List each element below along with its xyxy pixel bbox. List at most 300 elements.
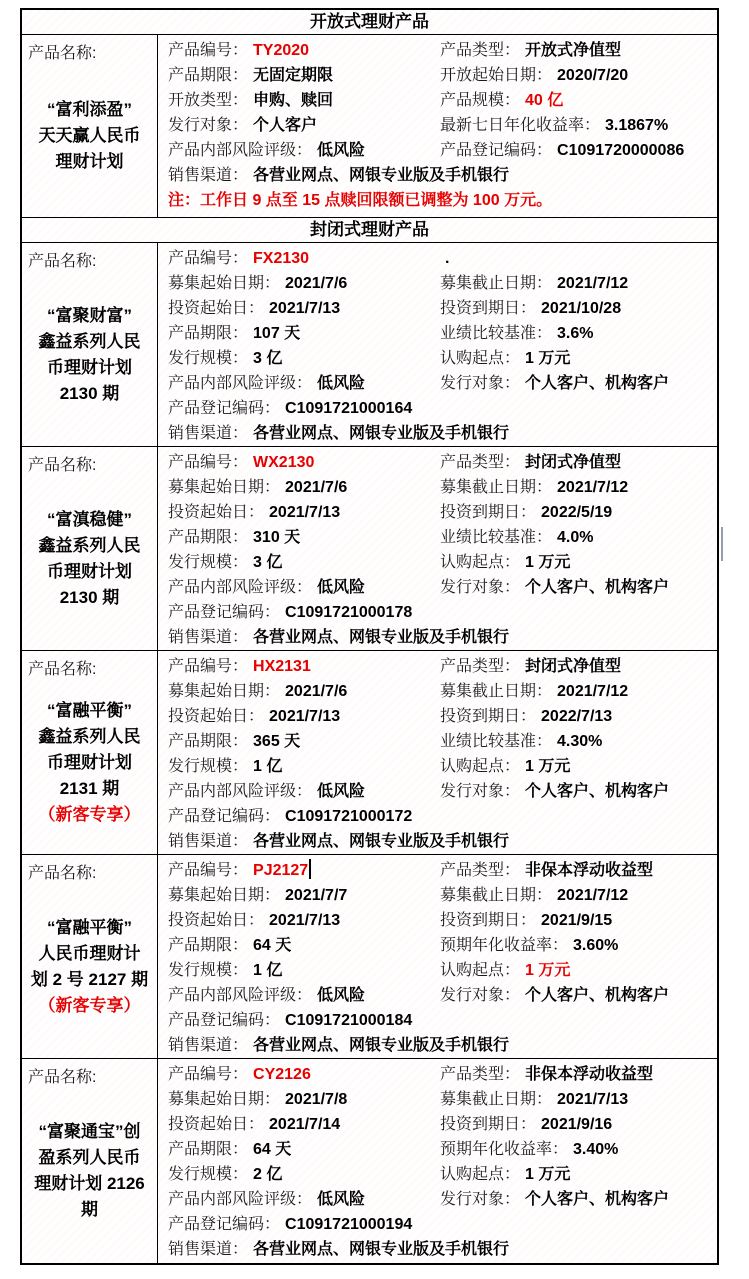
field-row <box>168 63 713 88</box>
field <box>168 346 440 371</box>
field-value: 个人客户、机构客户 <box>525 1191 670 1208</box>
field-label: 认购起点： <box>440 962 521 979</box>
field-value: 4.0% <box>557 529 594 546</box>
product-name <box>22 883 157 1058</box>
field-value: 非保本浮动收益型 <box>525 862 654 879</box>
field-value: CY2126 <box>253 1066 311 1083</box>
product-name-line: 币理财计划 <box>47 752 132 772</box>
field <box>168 704 440 729</box>
field-label: 发行对象： <box>168 117 249 134</box>
field <box>440 246 713 271</box>
field-value: 2021/7/13 <box>269 708 341 725</box>
product-name-cell[interactable] <box>22 855 158 1058</box>
product-fields-cell[interactable] <box>158 243 717 446</box>
field <box>440 1062 713 1087</box>
field-label: 募集截止日期： <box>440 479 553 496</box>
field <box>168 88 440 113</box>
field-value: 1 亿 <box>253 758 283 775</box>
field <box>168 575 440 600</box>
field-row <box>168 958 713 983</box>
field <box>168 1241 509 1258</box>
field-label: 产品内部风险评级： <box>168 579 313 596</box>
field-label: 销售渠道： <box>168 1241 249 1258</box>
product-fields-cell[interactable] <box>158 447 717 650</box>
product-name-line: 2130 期 <box>59 383 120 403</box>
field <box>168 271 440 296</box>
field-value: 各营业网点、网银专业版及手机银行 <box>253 629 510 646</box>
field-value: 2021/10/28 <box>541 300 622 317</box>
product-name-label: 产品名称: <box>28 253 97 270</box>
field-row <box>168 1212 713 1237</box>
field-label: 产品编号： <box>168 454 249 471</box>
section-title: 封闭式理财产品 <box>22 218 717 243</box>
field-label: 投资到期日： <box>440 300 537 317</box>
product-fields-cell[interactable] <box>158 651 717 854</box>
field-label: 产品编号： <box>168 1066 249 1083</box>
field-value: 开放式净值型 <box>525 42 622 59</box>
product-TY2020 <box>22 35 717 218</box>
field-label: 业绩比较基准： <box>440 325 553 342</box>
field-label: 发行对象： <box>440 783 521 800</box>
field-row <box>168 550 713 575</box>
field-label: 产品编号： <box>168 250 249 267</box>
product-name-line: 理财计划 <box>55 152 124 171</box>
field <box>168 604 412 621</box>
field-label: 募集起始日期： <box>168 479 281 496</box>
field-value: 封闭式净值型 <box>525 658 622 675</box>
field-label: 募集截止日期： <box>440 1091 553 1108</box>
field-row <box>168 804 713 829</box>
field <box>168 475 440 500</box>
product-name-line: “富融平衡” <box>47 700 132 720</box>
field <box>440 575 713 600</box>
field-value: 2021/7/12 <box>557 683 629 700</box>
field <box>440 113 713 138</box>
field-value: C1091721000178 <box>285 604 413 621</box>
field-value: 个人客户、机构客户 <box>525 375 670 392</box>
field <box>168 1087 440 1112</box>
field-label: 产品编号： <box>168 862 249 879</box>
product-name-cell[interactable] <box>22 447 158 650</box>
field <box>168 1037 509 1054</box>
field-row <box>168 163 713 188</box>
field <box>168 138 440 163</box>
product-name-line: 理财计划 2126 <box>34 1174 145 1193</box>
field-label: 募集截止日期： <box>440 887 553 904</box>
field-value: C1091721000194 <box>285 1216 413 1233</box>
product-FX2130 <box>22 243 717 447</box>
vertical-line-artifact <box>721 527 723 561</box>
field-value: 低风险 <box>317 783 366 800</box>
field-value: 注：工作日 9 点至 15 点赎回限额已调整为 100 万元。 <box>168 192 553 209</box>
field <box>440 138 713 163</box>
field <box>440 346 713 371</box>
field-value: 2020/7/20 <box>557 67 629 84</box>
product-name-cell[interactable] <box>22 651 158 854</box>
product-fields-cell[interactable] <box>158 1059 717 1263</box>
field-value: 3.1867% <box>605 117 669 134</box>
field-label: 产品内部风险评级： <box>168 142 313 159</box>
field <box>440 983 713 1008</box>
field-value: 3.6% <box>557 325 594 342</box>
field <box>440 704 713 729</box>
field-label: 开放起始日期： <box>440 67 553 84</box>
field-label: 募集截止日期： <box>440 683 553 700</box>
field <box>168 38 440 63</box>
field-label: 投资到期日： <box>440 912 537 929</box>
field-row <box>168 38 713 63</box>
product-PJ2127 <box>22 855 717 1059</box>
field-label: 投资起始日： <box>168 708 265 725</box>
field-label: 发行对象： <box>440 987 521 1004</box>
field-row <box>168 933 713 958</box>
product-WX2130 <box>22 447 717 651</box>
product-name-line: “富聚通宝”创 <box>38 1122 141 1141</box>
product-fields-cell[interactable] <box>158 35 717 217</box>
field-label: 产品登记编码： <box>168 1216 281 1233</box>
product-name-line: “富利添盈” <box>47 100 132 119</box>
field <box>168 500 440 525</box>
field-row <box>168 500 713 525</box>
field-label: 产品期限： <box>168 529 249 546</box>
field-value: . <box>445 250 450 267</box>
field <box>168 883 440 908</box>
field-value: 2021/7/6 <box>285 479 348 496</box>
product-fields-cell[interactable] <box>158 855 717 1058</box>
field-value: C1091721000164 <box>285 400 413 417</box>
field <box>440 550 713 575</box>
field <box>440 729 713 754</box>
product-name-label: 产品名称: <box>28 457 97 474</box>
field-label: 产品内部风险评级： <box>168 1191 313 1208</box>
product-name-line: “富融平衡” <box>47 917 132 937</box>
field <box>168 679 440 704</box>
field-label: 销售渠道： <box>168 425 249 442</box>
field <box>168 1012 412 1029</box>
field-value: 365 天 <box>253 733 301 750</box>
field <box>440 1162 713 1187</box>
field <box>440 754 713 779</box>
field-label: 产品期限： <box>168 325 249 342</box>
field-value: 各营业网点、网银专业版及手机银行 <box>253 167 510 184</box>
field-label: 产品登记编码： <box>440 142 553 159</box>
field-value: 2021/7/12 <box>557 479 629 496</box>
field-value: 2021/9/15 <box>541 912 613 929</box>
field <box>440 525 713 550</box>
field-label: 投资起始日： <box>168 1116 265 1133</box>
field-label: 产品期限： <box>168 937 249 954</box>
field-value: 个人客户、机构客户 <box>525 783 670 800</box>
field <box>440 38 713 63</box>
product-name-line: 币理财计划 <box>47 357 132 377</box>
field-row <box>168 371 713 396</box>
product-CY2126 <box>22 1059 717 1263</box>
field-label: 投资到期日： <box>440 504 537 521</box>
field <box>168 1162 440 1187</box>
field-row <box>168 1033 713 1058</box>
field <box>440 908 713 933</box>
field <box>168 654 440 679</box>
field-label: 发行对象： <box>440 579 521 596</box>
field <box>440 271 713 296</box>
field-value: 310 天 <box>253 529 301 546</box>
field-row <box>168 729 713 754</box>
field-label: 产品类型： <box>440 42 521 59</box>
product-name-line: 期 <box>81 1200 98 1219</box>
field-label: 认购起点： <box>440 1166 521 1183</box>
field <box>440 883 713 908</box>
field-label: 认购起点： <box>440 758 521 775</box>
field-value: 各营业网点、网银专业版及手机银行 <box>253 425 510 442</box>
field-value: 2021/7/8 <box>285 1091 348 1108</box>
product-name <box>22 63 157 217</box>
note-line <box>168 192 552 209</box>
product-name-label: 产品名称: <box>28 45 97 62</box>
field-row <box>168 858 713 883</box>
field-row <box>168 138 713 163</box>
field-row <box>168 1112 713 1137</box>
product-name <box>22 1087 157 1263</box>
field-row <box>168 113 713 138</box>
product-name-cell[interactable] <box>22 243 158 446</box>
field-label: 产品类型： <box>440 1066 521 1083</box>
product-name-label: 产品名称: <box>28 865 97 882</box>
field <box>168 167 509 184</box>
product-name-line: “富滇稳健” <box>47 509 132 529</box>
field-label: 募集起始日期： <box>168 1091 281 1108</box>
field-value: 无固定期限 <box>253 67 334 84</box>
field-row <box>168 600 713 625</box>
field-value: 1 亿 <box>253 962 283 979</box>
field-value: 1 万元 <box>525 962 571 979</box>
field-label: 投资起始日： <box>168 912 265 929</box>
field-row <box>168 1008 713 1033</box>
field-row <box>168 450 713 475</box>
field-label: 产品类型： <box>440 862 521 879</box>
field-label: 产品期限： <box>168 733 249 750</box>
field-row <box>168 1137 713 1162</box>
field-value: 1 万元 <box>525 554 571 571</box>
product-name-line: 2130 期 <box>59 587 120 607</box>
field-label: 募集截止日期： <box>440 275 553 292</box>
field-row <box>168 983 713 1008</box>
new-customer-badge: （新客专享） <box>38 804 141 824</box>
field-label: 最新七日年化收益率： <box>440 117 601 134</box>
product-name-line: 划 2 号 2127 期 <box>30 969 149 989</box>
field-row <box>168 779 713 804</box>
field <box>168 63 440 88</box>
field-value: 2021/7/13 <box>557 1091 629 1108</box>
field-label: 投资到期日： <box>440 708 537 725</box>
field <box>168 1137 440 1162</box>
field-value: 40 亿 <box>525 92 564 109</box>
field-value: C1091721000172 <box>285 808 413 825</box>
field <box>168 425 509 442</box>
field-value: 2021/7/6 <box>285 683 348 700</box>
field <box>168 113 440 138</box>
field <box>440 1087 713 1112</box>
field-row <box>168 246 713 271</box>
field <box>440 654 713 679</box>
field-row <box>168 88 713 113</box>
field-row <box>168 829 713 854</box>
field-label: 产品编号： <box>168 42 249 59</box>
field-value: 低风险 <box>317 579 366 596</box>
field-label: 发行对象： <box>440 1191 521 1208</box>
field <box>440 858 713 883</box>
field <box>168 779 440 804</box>
field <box>168 1216 412 1233</box>
product-name-line: 鑫益系列人民 <box>38 535 141 555</box>
field-row <box>168 679 713 704</box>
field <box>168 629 509 646</box>
field-value: 1 万元 <box>525 758 571 775</box>
field-row <box>168 883 713 908</box>
field-label: 销售渠道： <box>168 1037 249 1054</box>
text-caret <box>309 859 311 879</box>
products-table[interactable] <box>20 8 719 1265</box>
product-name-line: 币理财计划 <box>47 561 132 581</box>
field-label: 投资起始日： <box>168 300 265 317</box>
field <box>168 933 440 958</box>
field-value: 2021/9/16 <box>541 1116 613 1133</box>
field <box>440 779 713 804</box>
field-row <box>168 654 713 679</box>
field-label: 投资到期日： <box>440 1116 537 1133</box>
field-value: 64 天 <box>253 937 292 954</box>
field-label: 销售渠道： <box>168 833 249 850</box>
field-label: 销售渠道： <box>168 629 249 646</box>
field-label: 投资起始日： <box>168 504 265 521</box>
field-value: 各营业网点、网银专业版及手机银行 <box>253 1037 510 1054</box>
field-value: 2022/5/19 <box>541 504 613 521</box>
field-value: 64 天 <box>253 1141 292 1158</box>
product-name-line: 人民币理财计 <box>38 943 141 963</box>
field-value: 各营业网点、网银专业版及手机银行 <box>253 1241 510 1258</box>
field <box>440 1137 713 1162</box>
field-label: 开放类型： <box>168 92 249 109</box>
field-value: 2021/7/14 <box>269 1116 341 1133</box>
field-value: 2021/7/13 <box>269 300 341 317</box>
field-value: 3 亿 <box>253 350 283 367</box>
field-label: 产品内部风险评级： <box>168 987 313 1004</box>
field-label: 产品期限： <box>168 67 249 84</box>
field <box>440 450 713 475</box>
field <box>168 908 440 933</box>
field-label: 产品编号： <box>168 658 249 675</box>
field-value: C1091721000184 <box>285 1012 413 1029</box>
field <box>168 525 440 550</box>
field-value: 低风险 <box>317 987 366 1004</box>
field-label: 发行规模： <box>168 554 249 571</box>
field <box>440 371 713 396</box>
field-row <box>168 475 713 500</box>
field-value: 2021/7/6 <box>285 275 348 292</box>
new-customer-badge: （新客专享） <box>38 995 141 1015</box>
field-label: 销售渠道： <box>168 167 249 184</box>
product-name-line: 天天赢人民币 <box>38 126 141 145</box>
field <box>168 729 440 754</box>
field-label: 发行对象： <box>440 375 521 392</box>
field <box>168 858 440 883</box>
field-value: WX2130 <box>253 454 315 471</box>
field-value: 3 亿 <box>253 554 283 571</box>
field-label: 产品登记编码： <box>168 400 281 417</box>
field <box>168 958 440 983</box>
field <box>168 1112 440 1137</box>
field-row <box>168 908 713 933</box>
field-label: 产品登记编码： <box>168 1012 281 1029</box>
field-value: 个人客户 <box>253 117 318 134</box>
field-value: 各营业网点、网银专业版及手机银行 <box>253 833 510 850</box>
field-value: 个人客户、机构客户 <box>525 987 670 1004</box>
field-row <box>168 1087 713 1112</box>
field <box>440 475 713 500</box>
field <box>440 958 713 983</box>
field-label: 产品类型： <box>440 454 521 471</box>
field-value: 1 万元 <box>525 1166 571 1183</box>
field-value: 封闭式净值型 <box>525 454 622 471</box>
field-value: TY2020 <box>253 42 310 59</box>
product-name-cell[interactable] <box>22 1059 158 1263</box>
product-name-label: 产品名称: <box>28 661 97 678</box>
product-HX2131 <box>22 651 717 855</box>
field-value: 个人客户、机构客户 <box>525 579 670 596</box>
product-name-line: 盈系列人民币 <box>38 1148 141 1167</box>
field-value: 低风险 <box>317 142 366 159</box>
product-name-cell[interactable] <box>22 35 158 217</box>
field-label: 募集起始日期： <box>168 275 281 292</box>
field <box>440 933 713 958</box>
field-row <box>168 704 713 729</box>
field-label: 预期年化收益率： <box>440 937 569 954</box>
field-label: 产品内部风险评级： <box>168 375 313 392</box>
field <box>168 296 440 321</box>
field-value: 1 万元 <box>525 350 571 367</box>
field-row <box>168 575 713 600</box>
product-name <box>22 475 157 650</box>
field-value: 2021/7/13 <box>269 912 341 929</box>
field <box>440 1187 713 1212</box>
field <box>440 63 713 88</box>
field-row <box>168 421 713 446</box>
field <box>168 808 412 825</box>
field-value: 低风险 <box>317 375 366 392</box>
field <box>168 550 440 575</box>
field-value: 107 天 <box>253 325 301 342</box>
section-title: 开放式理财产品 <box>22 10 717 35</box>
field-value: 2 亿 <box>253 1166 283 1183</box>
product-name <box>22 679 157 854</box>
field-row <box>168 396 713 421</box>
field <box>168 371 440 396</box>
field-row <box>168 296 713 321</box>
field-value: HX2131 <box>253 658 311 675</box>
field-value: 2021/7/13 <box>269 504 341 521</box>
field-label: 产品规模： <box>440 92 521 109</box>
field <box>168 450 440 475</box>
field-label: 募集起始日期： <box>168 683 281 700</box>
field-row <box>168 271 713 296</box>
field-label: 产品登记编码： <box>168 808 281 825</box>
field-label: 发行规模： <box>168 758 249 775</box>
field-value: 2022/7/13 <box>541 708 613 725</box>
field <box>440 500 713 525</box>
field-value: 申购、赎回 <box>253 92 334 109</box>
field <box>440 1112 713 1137</box>
field-label: 募集起始日期： <box>168 887 281 904</box>
field <box>168 833 509 850</box>
